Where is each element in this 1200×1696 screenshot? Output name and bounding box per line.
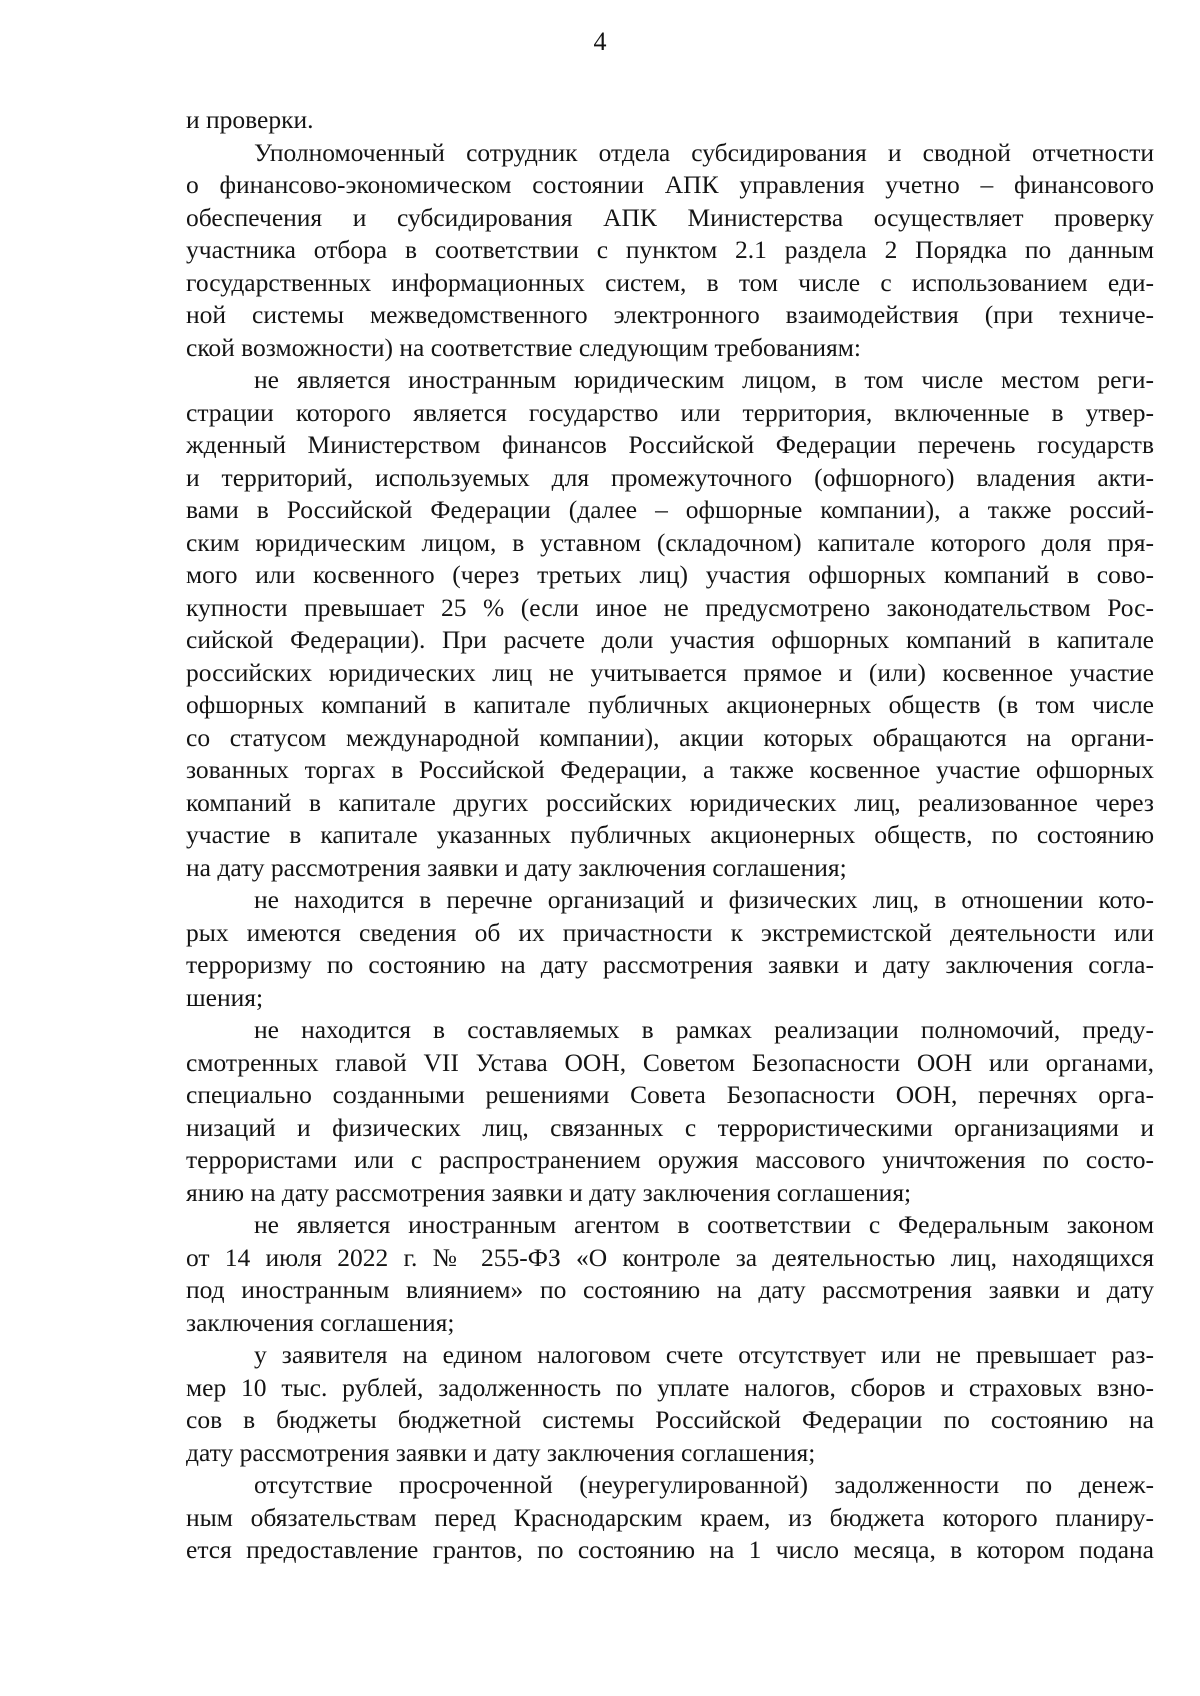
text-line: террористами или с распространением оружия массового уничтожения по состо- (186, 1145, 1154, 1174)
text-line: отсутствие просроченной (неурегулированной) задолженности по денеж- (254, 1470, 1154, 1499)
text-line: страции которого является государство или территория, включенные в утвер- (186, 397, 1154, 427)
text-line: о финансово-экономическом состоянии АПК управления учетно – финансового (186, 170, 1154, 199)
text-line: со статусом международной компании), акции которых обращаются на органи- (186, 722, 1154, 752)
text-line: и проверки. (186, 105, 314, 134)
text-line: ным обязательствам перед Краснодарским краем, из бюджета которого планиру- (186, 1502, 1154, 1532)
text-line: не находится в перечне организаций и физических лиц, в отношении кото- (254, 885, 1154, 914)
text-line: обеспечения и субсидирования АПК Министерства осуществляет проверку (186, 202, 1154, 232)
text-line: и территорий, используемых для промежуточного (офшорного) владения акти- (186, 462, 1154, 492)
text-line: сийской Федерации). При расчете доли участия офшорных компаний в капитале (186, 625, 1154, 654)
text-line: от 14 июля 2022 г. № 255-ФЗ «О контроле за деятельностью лиц, находящихся (186, 1242, 1154, 1272)
text-line: рых имеются сведения об их причастности к экстремистской деятельности или (186, 917, 1154, 947)
text-line: российских юридических лиц не учитывается прямое и (или) косвенное участие (186, 657, 1154, 687)
text-line: ется предоставление грантов, по состоянию на 1 число месяца, в котором подана (186, 1535, 1154, 1564)
document-body (186, 104, 1154, 1567)
text-line: ной системы межведомственного электронного взаимодействия (при техниче- (186, 300, 1154, 329)
text-line: не является иностранным юридическим лицом, в том числе местом реги- (254, 365, 1154, 394)
text-line: офшорных компаний в капитале публичных акционерных обществ (в том числе (186, 690, 1154, 719)
text-line: под иностранным влиянием» по состоянию на дату рассмотрения заявки и дату (186, 1275, 1154, 1304)
text-line: мого или косвенного (через третьих лиц) участия офшорных компаний в сово- (186, 560, 1154, 589)
text-line: ской возможности) на соответствие следующим требованиям: (186, 332, 861, 362)
text-line: заключения соглашения; (186, 1307, 455, 1337)
text-line: низаций и физических лиц, связанных с террористическими организациями и (186, 1112, 1154, 1142)
text-line: шения; (186, 982, 264, 1012)
text-line: янию на дату рассмотрения заявки и дату заключения соглашения; (186, 1177, 912, 1207)
text-line: мер 10 тыс. рублей, задолженность по уплате налогов, сборов и страховых взно- (186, 1372, 1154, 1402)
text-line: участие в капитале указанных публичных акционерных обществ, по состоянию (186, 820, 1154, 849)
text-line: у заявителя на едином налоговом счете отсутствует или не превышает раз- (254, 1340, 1154, 1369)
text-line: сов в бюджеты бюджетной системы Российской Федерации по состоянию на (186, 1405, 1154, 1434)
text-line: смотренных главой VII Устава ООН, Советом Безопасности ООН или органами, (186, 1047, 1154, 1077)
page-number: 4 (593, 27, 607, 56)
text-line: дату рассмотрения заявки и дату заключения соглашения; (186, 1437, 816, 1467)
text-line: ским юридическим лицом, в уставном (складочном) капитале которого доля пря- (186, 527, 1154, 557)
text-line: участника отбора в соответствии с пунктом 2.1 раздела 2 Порядка по данным (186, 235, 1154, 264)
text-line: государственных информационных систем, в том числе с использованием еди- (186, 267, 1154, 297)
text-line: на дату рассмотрения заявки и дату заключения соглашения; (186, 852, 847, 882)
text-line: не находится в составляемых в рамках реализации полномочий, преду- (254, 1015, 1154, 1044)
text-line: Уполномоченный сотрудник отдела субсидирования и сводной отчетности (254, 137, 1154, 167)
text-line: не является иностранным агентом в соответствии с Федеральным законом (254, 1210, 1154, 1239)
text-line: жденный Министерством финансов Российской Федерации перечень государств (186, 430, 1154, 459)
text-line: зованных торгах в Российской Федерации, а также косвенное участие офшорных (186, 755, 1154, 784)
text-line: вами в Российской Федерации (далее – офшорные компании), а также россий- (186, 495, 1154, 524)
text-line: купности превышает 25 % (если иное не предусмотрено законодательством Рос- (186, 592, 1154, 622)
text-line: специально созданными решениями Совета Безопасности ООН, перечнях орга- (186, 1080, 1154, 1109)
text-line: компаний в капитале других российских юридических лиц, реализованное через (186, 787, 1154, 817)
text-line: терроризму по состоянию на дату рассмотрения заявки и дату заключения согла- (186, 950, 1154, 979)
